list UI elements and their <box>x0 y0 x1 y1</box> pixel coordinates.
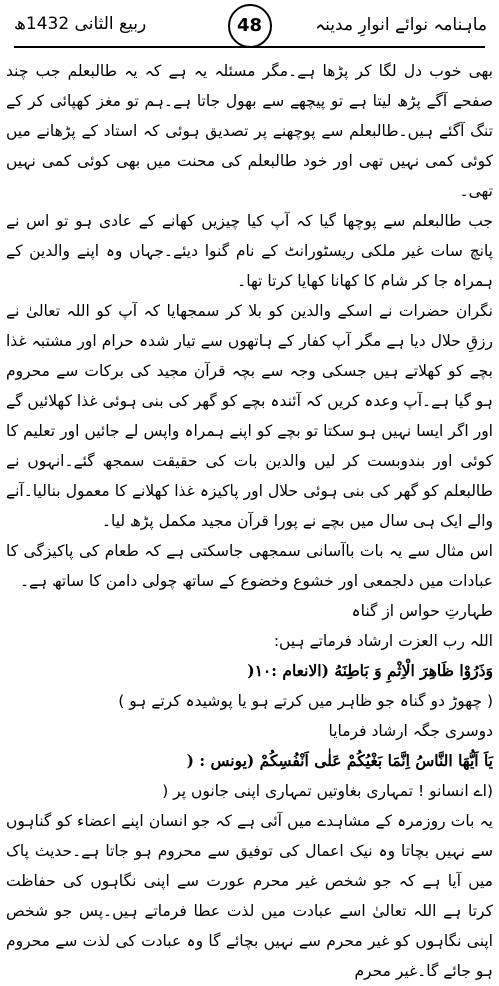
header-divider <box>14 46 485 48</box>
section-heading: طہارتِ حواس از گناہ <box>351 602 493 620</box>
issue-date: ربیع الثانی 1432ھ <box>14 14 147 34</box>
paragraph-3: نگران حضرات نے اسکے والدین کو بلا کر سمجھایا کہ آپ کو اللہ تعالیٰ نے رزقِ حلال دیا ہے مگر آپ کفار کے ہاتھوں سے تیار شدہ حرام اور مشتبہ غذا بچے کو کھلاتے ہیں جسکی وجہ سے بچہ قرآن مجید کی برکات سے محروم ہو گیا ہے۔آپ وعدہ کریں کہ آئندہ بچے کو گھر کی بنی ہوئی غذا کھلائیں گے اور اگر ایسا نہیں ہو سکتا تو بچے کو اپنے ہمراہ واپس لے جائیں اور تعلیم کا کوئی اور بندوبست کر لیں والدین بات کی حقیقت سمجھ گئے۔انہوں نے طالبعلم کو گھر کی بنی ہوئی حلال اور پاکیزہ غذا کھلانے کا معمول بنالیا۔آنے والے ایک ہی سال میں بچے نے پورا قرآن مجید مکمل پڑھ لیا۔ <box>6 302 493 530</box>
paragraph-2: جب طالبعلم سے پوچھا گیا کہ آپ کیا چیزیں کھانے کے عادی ہو تو اس نے پانچ سات غیر ملکی ریسٹورانٹ کے نام گنوا دیئے۔جہاں وہ اپنے والدین کے ہمراہ جا کر شام کا کھانا کھایا کرتا تھا۔ <box>6 212 493 290</box>
second-intro-line: دوسری جگہ ارشاد فرمایا <box>328 722 493 740</box>
paragraph-1: بھی خوب دل لگا کر پڑھا ہے۔مگر مسئلہ یہ ہے کہ یہ طالبعلم جب چند صفحے آگے پڑھ لیتا ہے تو پیچھے سے بھول جاتا ہے۔ہم تو مغز کھپائی کر کے تنگ آگئے ہیں۔طالبعلم سے پوچھنے پر تصدیق ہوئی کہ استاد کے پڑھانے میں کوئی کمی نہیں تھی اور خود طالبعلم کی محنت میں بھی کوئی کمی نہیں تھی۔ <box>6 62 493 200</box>
intro-line: اللہ رب العزت ارشاد فرماتے ہیں: <box>273 632 493 650</box>
page-header <box>8 6 491 46</box>
verse-1-translation: ( چھوڑ دو گناہ جو ظاہر میں کرتے ہو یا پوشیدہ کرتے ہو ) <box>118 692 493 710</box>
article-body <box>6 56 493 980</box>
page-number-badge: 48 <box>228 4 272 48</box>
magazine-title: ماہنامہ نوائے انوارِ مدینہ <box>315 15 487 35</box>
verse-2-arabic: يَاَ اَيُّهَا النَّاسُ اِنَّمَا بَغْيُكُمْ عَلٰى اَنْفُسِكُمْ (یونس : ( <box>186 751 493 770</box>
verse-2-translation: (اے انسانو ! تمہاری بغاوتیں تمہاری اپنی جانوں پر ( <box>162 782 493 800</box>
paragraph-4: اس مثال سے یہ بات باآسانی سمجھی جاسکتی ہے کہ طعام کی پاکیزگی کا عبادات میں دلجمعی اور خشوع وخضوع کے ساتھ چولی دامن کا ساتھ ہے۔ <box>6 542 493 590</box>
closing-paragraph: یہ بات روزمرہ کے مشاہدے میں آئی ہے کہ جو انسان اپنے اعضاء کو گناہوں سے نہیں بچاتا وہ نیک اعمال کی توفیق سے محروم ہو جاتا ہے۔حدیث پاک میں آیا ہے کہ جو شخص غیر محرم عورت سے اپنی نگاہوں کی حفاظت کرتا ہے اللہ تعالیٰ اسے عبادت میں لذت عطا فرماتے ہیں۔پس جو شخص اپنی نگاہوں کو غیر محرم سے نہیں بچائے گا وہ عبادت کی لذت سے محروم ہو جائے گا۔غیر محرم <box>6 812 493 980</box>
verse-1-arabic: وَذَرُوْا ظَاهِرَ الْاِثْمِ وَ بَاطِنَهُ (الانعام :۱۰( <box>247 661 493 680</box>
